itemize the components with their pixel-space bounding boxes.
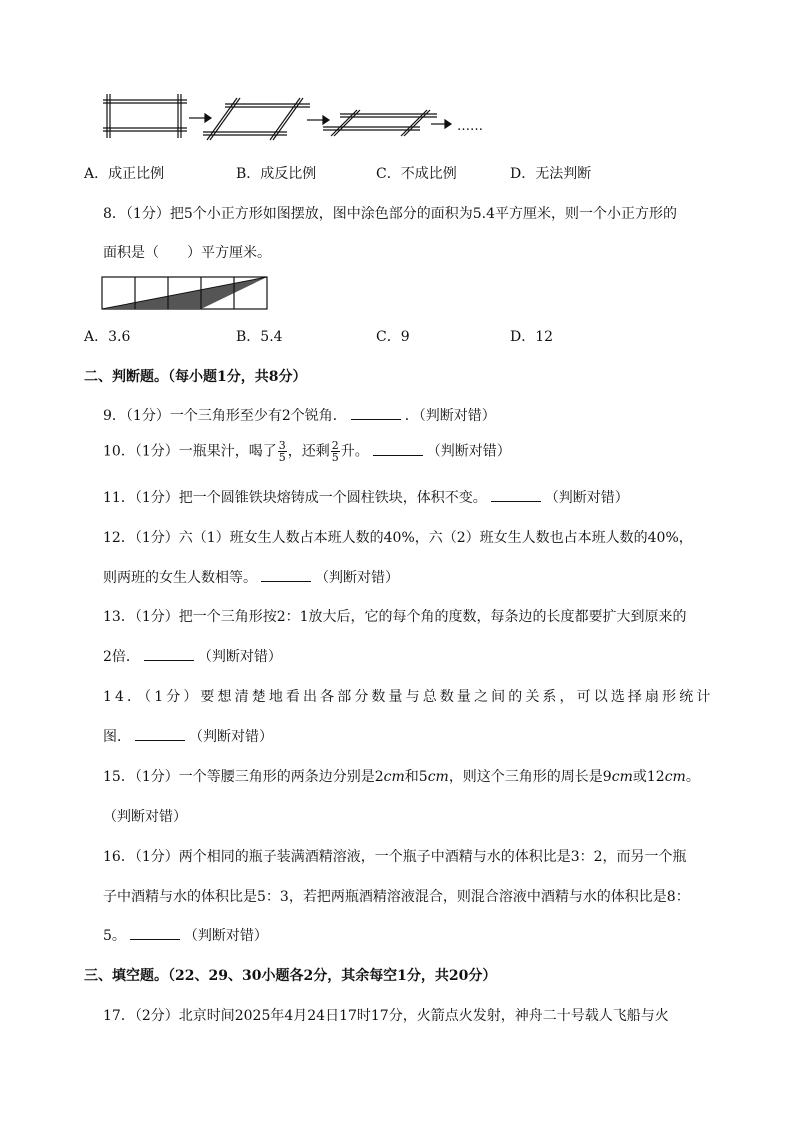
q9-suffix: ．（判断对错） (404, 408, 496, 424)
section-3-title: 三、填空题。（22、29、30小题各2分，其余每空1分，共20分） (84, 968, 497, 984)
q12-suffix: （判断对错） (315, 570, 399, 586)
q16-suffix: （判断对错） (183, 928, 268, 944)
q12-text-2: 则两班的女生人数相等。 (103, 570, 257, 586)
arrow-icon (307, 116, 329, 124)
answer-blank[interactable] (144, 648, 194, 661)
q16-line-3 (103, 925, 268, 945)
q8-squares-figure (101, 276, 271, 312)
q15-line-2: （判断对错） (103, 809, 187, 825)
q10 (103, 440, 511, 463)
rectangle-frame (103, 94, 187, 138)
answer-blank[interactable] (351, 407, 401, 420)
q13-text-2: 2倍． (103, 649, 140, 665)
q7-option-b: B．成反比例 (236, 166, 317, 182)
q7-option-c: C．不成比例 (376, 166, 457, 182)
q14-text-2: 图． (103, 729, 131, 745)
q16-text-3: 5。 (103, 928, 126, 944)
q8-line-1: 8．（1分）把5个小正方形如图摆放，图中涂色部分的面积为5.4平方厘米，则一个小正方形的 (103, 206, 677, 222)
q15-text-2: 和5 (404, 769, 428, 785)
unit-cm: cm (427, 769, 449, 785)
fraction-three-fifths: $\frac{3}{5}$ (278, 439, 286, 464)
q12-line-2 (103, 567, 399, 587)
q16-line-2: 子中酒精与水的体积比是5：3，若把两瓶酒精溶液混合，则混合溶液中酒精与水的体积比是8： (103, 889, 690, 905)
answer-blank[interactable] (491, 489, 541, 502)
answer-blank[interactable] (130, 927, 180, 940)
q10-text-3: 升。 (340, 443, 369, 460)
unit-cm: cm (664, 769, 686, 785)
q10-text-2: ，还剩 (287, 443, 330, 460)
q11 (103, 487, 629, 507)
q15-text-3: ，则这个三角形的周长是9 (448, 769, 612, 785)
q14-suffix: （判断对错） (189, 729, 273, 745)
q8-option-b: B．5.4 (236, 329, 283, 345)
arrow-icon (189, 114, 211, 122)
q9-text: 9．（1分）一个三角形至少有2个锐角． (103, 408, 347, 424)
q15-text-1: 15．（1分）一个等腰三角形的两条边分别是2 (103, 769, 384, 785)
unit-cm: cm (611, 769, 633, 785)
q11-suffix: （判断对错） (544, 490, 629, 506)
section-2-title: 二、判断题。（每小题1分，共8分） (84, 369, 307, 385)
fraction-two-fifths: $\frac{2}{5}$ (331, 439, 339, 464)
q9 (103, 405, 496, 425)
q13-line-2 (103, 646, 282, 666)
q14-line-1: 14．（1分）要想清楚地看出各部分数量与总数量之间的关系，可以选择扇形统计 (103, 689, 714, 705)
q16-line-1: 16．（1分）两个相同的瓶子装满酒精溶液，一个瓶子中酒精与水的体积比是3：2，而另一个瓶 (103, 849, 687, 865)
q7-option-d: D．无法判断 (510, 166, 592, 182)
unit-cm: cm (383, 769, 405, 785)
q12-line-1: 12．（1分）六（1）班女生人数占本班人数的40%，六（2）班女生人数也占本班人数的40%， (103, 530, 693, 546)
q15-text-5: 。 (685, 769, 700, 785)
answer-blank[interactable] (261, 569, 311, 582)
q7-option-a: A．成正比例 (84, 166, 165, 182)
q17-line-1: 17．（2分）北京时间2025年4月24日17时17分，火箭点火发射，神舟二十号载人飞船与火 (103, 1008, 669, 1024)
q8-line-2: 面积是（ ）平方厘米。 (103, 245, 271, 261)
parallelogram-frame-2 (323, 110, 437, 136)
answer-blank[interactable] (373, 443, 423, 456)
q14-line-2 (103, 726, 273, 746)
q7-frame-figure (95, 92, 515, 142)
figure-ellipsis: …… (457, 119, 483, 134)
q10-suffix: （判断对错） (426, 443, 511, 460)
answer-blank[interactable] (135, 728, 185, 741)
q8-option-d: D．12 (510, 329, 554, 345)
q15-line-1 (103, 766, 700, 786)
q13-suffix: （判断对错） (197, 649, 282, 665)
q15-text-4: 或12 (632, 769, 665, 785)
q8-option-c: C．9 (376, 329, 410, 345)
q8-option-a: A．3.6 (84, 329, 131, 345)
arrow-icon (431, 120, 451, 128)
q10-text-1: 10．（1分）一瓶果汁，喝了 (103, 443, 277, 460)
q13-line-1: 13．（1分）把一个三角形按2：1放大后，它的每个角的度数，每条边的长度都要扩大到原来的 (103, 609, 687, 625)
parallelogram-frame-1 (203, 98, 310, 140)
q11-text: 11．（1分）把一个圆锥铁块熔铸成一个圆柱铁块，体积不变。 (103, 490, 487, 506)
